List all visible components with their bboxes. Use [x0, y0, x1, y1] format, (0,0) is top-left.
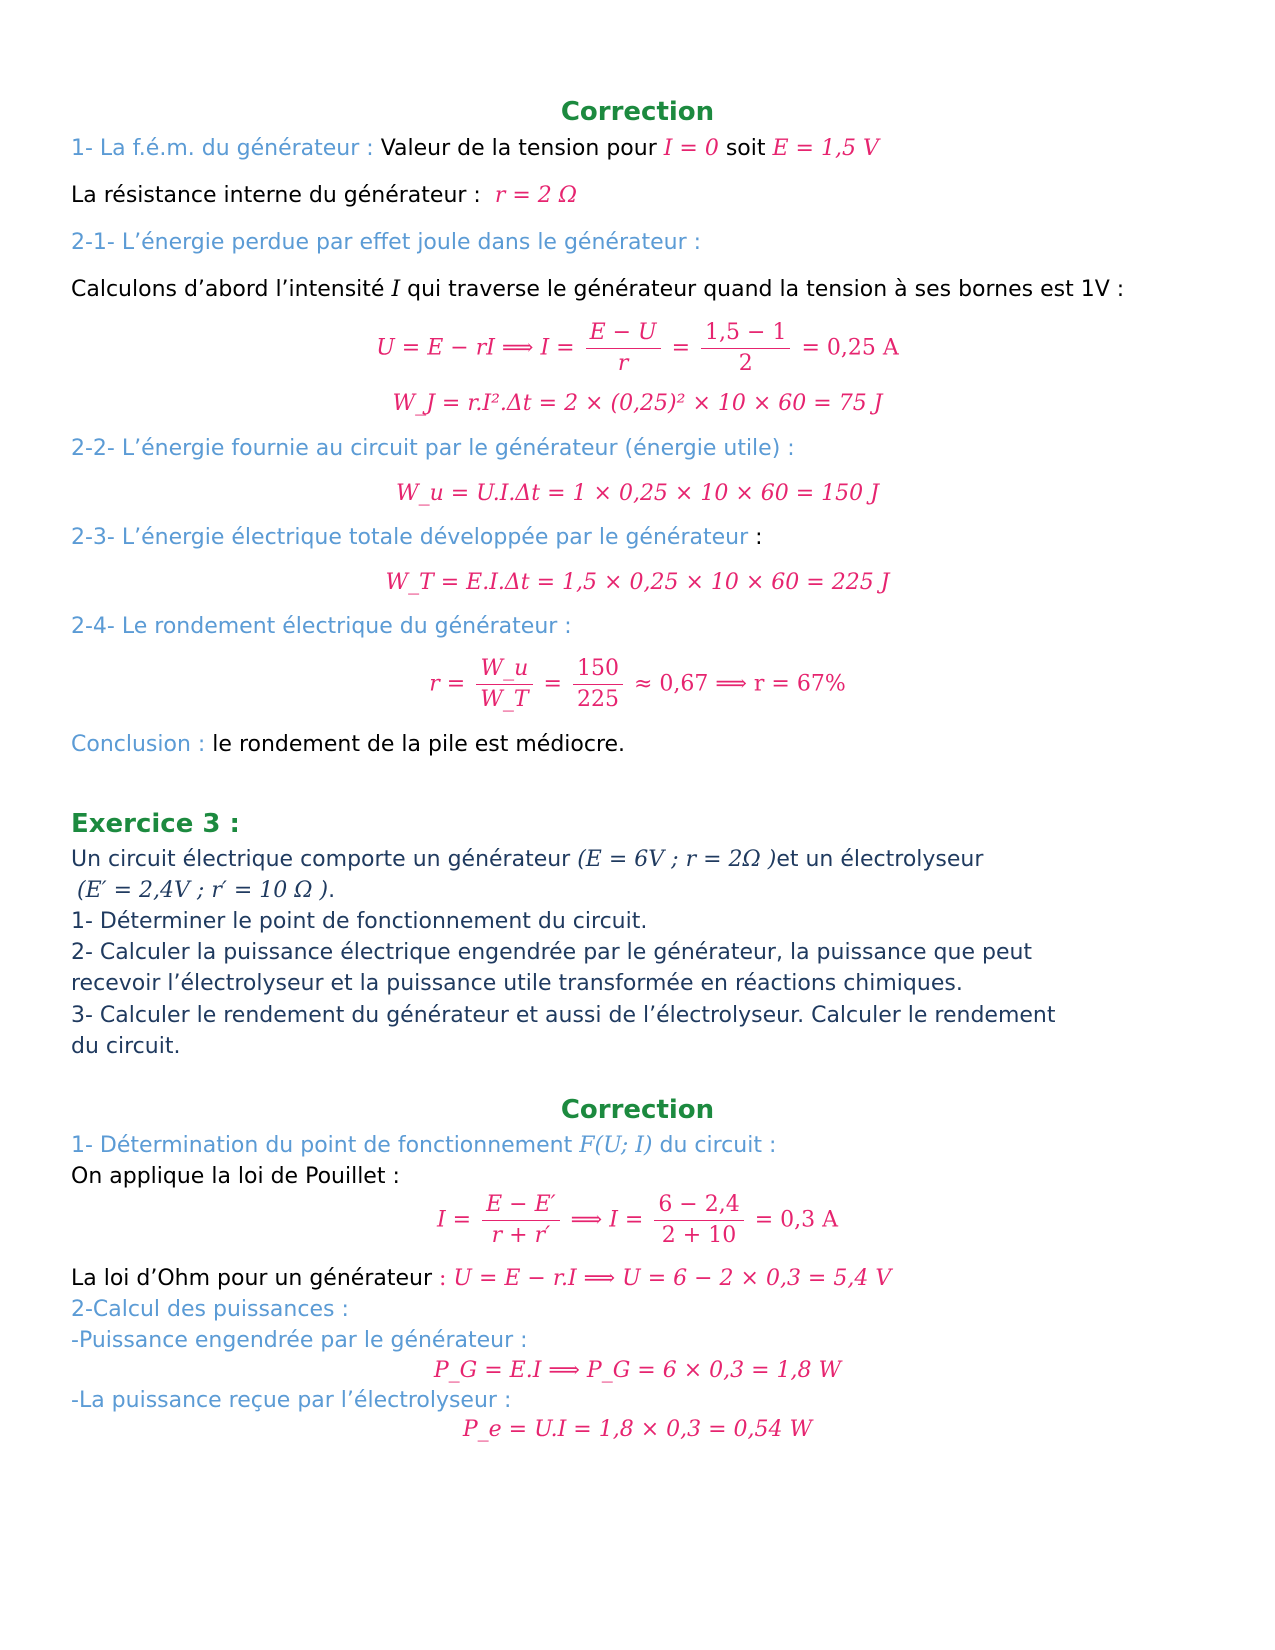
eq5-fraction-2: [573, 654, 623, 715]
q1-label: 1- La f.é.m. du générateur :: [71, 136, 374, 161]
eq1-fraction-2: [701, 318, 790, 379]
exercise3-line-1: [71, 846, 983, 874]
calc-text: Calculons d’abord l’intensité: [71, 277, 392, 302]
pg-label: -Puissance engendrée par le générateur :: [71, 1328, 528, 1353]
c2-q1-label: 1- Détermination du point de fonctionnement: [71, 1133, 580, 1158]
eq5-fraction-1: [476, 654, 532, 715]
c2-eq1-frac1-den: r + r′: [491, 1223, 551, 1248]
correction2-heading: Correction: [560, 1095, 715, 1125]
eq1-result: = 0,25 A: [801, 335, 899, 361]
q23-line: [71, 524, 763, 552]
conclusion-text: le rondement de la pile est médiocre.: [205, 732, 626, 757]
equation-joule: [0, 391, 1275, 416]
eq5-frac2-den: 225: [576, 687, 619, 712]
eq5-frac1-den: W_T: [480, 687, 529, 712]
c2-eq1-frac1-num: E − E′: [482, 1190, 560, 1221]
exercise3-l2b: .: [328, 878, 336, 903]
c2-eq1-frac2-den: 2 + 10: [661, 1223, 737, 1248]
pg-eq-text: P_G = E.I ⟹ P_G = 6 × 0,3 = 1,8 W: [433, 1358, 842, 1383]
calc-I: I: [391, 277, 401, 302]
c2-q2-label: 2-Calcul des puissances :: [71, 1297, 349, 1322]
conclusion-label: Conclusion :: [71, 732, 206, 757]
eq1-equals: =: [671, 335, 691, 361]
exercise3-line-5: recevoir l’électrolyseur et la puissance utile transformée en réactions chimiques.: [71, 971, 963, 996]
exercise3-heading: Exercice 3 :: [71, 809, 240, 839]
ohm-text: La loi d’Ohm pour un générateur: [71, 1266, 432, 1291]
c2-eq1-mid: ⟹ I =: [570, 1207, 644, 1233]
calc-line: [71, 276, 1124, 304]
eq1-lhs: U = E − rI ⟹ I =: [376, 335, 575, 361]
exercise3-l1b: et un électrolyseur: [776, 847, 984, 872]
eq3-text: W_u = U.I.Δt = 1 × 0,25 × 10 × 60 = 150 J: [395, 481, 879, 506]
eq4-text: W_T = E.I.Δt = 1,5 × 0,25 × 10 × 60 = 225 J: [385, 570, 890, 595]
exercise3-l1-math: (E = 6V ; r = 2Ω ): [577, 847, 777, 872]
equation-pe: [0, 1417, 1275, 1442]
equation-useful: [0, 481, 1275, 506]
eq1-fraction-1: [586, 318, 661, 379]
equation-efficiency: [0, 654, 1275, 715]
eq5-frac1-num: W_u: [476, 654, 532, 685]
q1-value: E = 1,5 V: [772, 136, 879, 161]
eq5-lhs: r =: [429, 671, 466, 697]
ohm-line: [71, 1265, 891, 1293]
equation-pg: [0, 1358, 1275, 1383]
c2-eq1-fraction-1: [482, 1190, 560, 1251]
conclusion-line: [71, 731, 625, 759]
equation-current: [0, 318, 1275, 379]
c2-q1-end: du circuit :: [652, 1133, 777, 1158]
eq2-text: W_J = r.I².Δt = 2 × (0,25)² × 10 × 60 = 75 J: [392, 391, 883, 416]
q23-colon: :: [748, 525, 763, 550]
resistance-text: La résistance interne du générateur :: [71, 183, 481, 208]
q1-line: [71, 135, 879, 163]
eq1-frac1-den: r: [617, 351, 629, 376]
pe-label: -La puissance reçue par l’électrolyseur :: [71, 1388, 512, 1413]
eq1-frac1-num: E − U: [586, 318, 661, 349]
ohm-equation: U = E − r.I ⟹ U = 6 − 2 × 0,3 = 5,4 V: [453, 1266, 892, 1291]
q21-label: 2-1- L’énergie perdue par effet joule dans le générateur :: [71, 230, 702, 255]
q1-condition: I = 0: [663, 136, 719, 161]
c2-q1-line: [71, 1132, 776, 1160]
calc-text2: qui traverse le générateur quand la tension à ses bornes est 1V :: [400, 277, 1125, 302]
c2-q1-F: F(U; I): [579, 1133, 653, 1158]
equation-total: [0, 570, 1275, 595]
exercise3-line-4: 2- Calculer la puissance électrique engendrée par le générateur, la puissance que peut: [71, 940, 1033, 965]
eq5-frac2-num: 150: [573, 654, 623, 685]
pe-eq-text: P_e = U.I = 1,8 × 0,3 = 0,54 W: [462, 1417, 813, 1442]
equation-pouillet: [0, 1190, 1275, 1251]
exercise3-line-6: 3- Calculer le rendement du générateur et aussi de l’électrolyseur. Calculer le rendement: [71, 1003, 1056, 1028]
resistance-line: [71, 182, 577, 210]
ohm-colon: :: [432, 1266, 447, 1291]
q22-label: 2-2- L’énergie fournie au circuit par le générateur (énergie utile) :: [71, 436, 795, 461]
correction-heading: Correction: [560, 97, 715, 127]
exercise3-line-3: 1- Déterminer le point de fonctionnement du circuit.: [71, 909, 648, 934]
c2-eq1-fraction-2: [654, 1190, 743, 1251]
q24-label: 2-4- Le rondement électrique du générateur :: [71, 614, 572, 639]
resistance-value: r = 2 Ω: [494, 183, 578, 208]
c2-eq1-result: = 0,3 A: [754, 1207, 839, 1233]
q1-soit: soit: [718, 136, 773, 161]
exercise3-l2-math: (E′ = 2,4V ; r′ = 10 Ω ): [77, 878, 329, 903]
c2-eq1-frac2-num: 6 − 2,4: [654, 1190, 743, 1221]
q1-text: Valeur de la tension pour: [373, 136, 664, 161]
c2-eq1-lhs: I =: [436, 1207, 472, 1233]
eq1-frac2-num: 1,5 − 1: [701, 318, 790, 349]
exercise3-l1a: Un circuit électrique comporte un générateur: [71, 847, 578, 872]
q23-label: 2-3- L’énergie électrique totale développée par le générateur: [71, 525, 749, 550]
pouillet-text: On applique la loi de Pouillet :: [71, 1164, 400, 1189]
eq5-result: ≈ 0,67 ⟹ r = 67%: [633, 671, 846, 697]
eq1-frac2-den: 2: [738, 351, 753, 376]
exercise3-line-2: [77, 877, 335, 905]
eq5-equals: =: [543, 671, 562, 697]
exercise3-line-7: du circuit.: [71, 1034, 181, 1059]
